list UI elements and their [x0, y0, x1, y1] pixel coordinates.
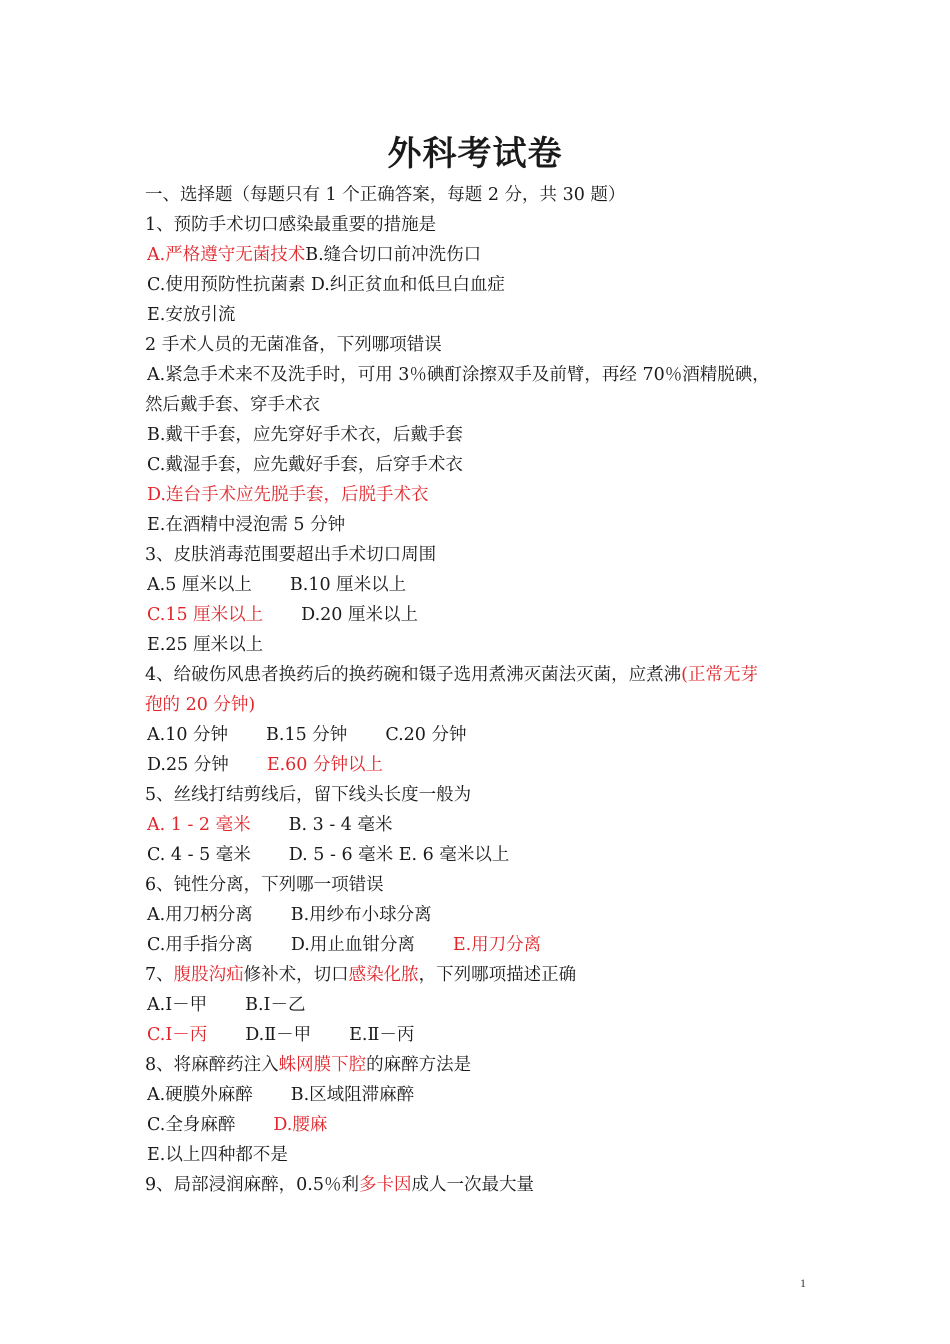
stem-keyword: 多卡因: [358, 1175, 412, 1195]
page-title: 外科考试卷: [387, 134, 563, 174]
question-stem-1: 1、预防手术切口感染最重要的措施是: [145, 215, 437, 235]
option: B.10 厘米以上: [289, 575, 407, 595]
option: B.用纱布小球分离: [290, 905, 432, 925]
question-stem-7: 7、腹股沟疝修补术，切口感染化脓，下列哪项描述正确: [145, 965, 577, 985]
option-line: [145, 240, 815, 270]
option-line: [145, 270, 815, 300]
option-line: [145, 1110, 815, 1140]
option: D.20 厘米以上: [301, 605, 418, 625]
question-stem-2: 2 手术人员的无菌准备，下列哪项错误: [145, 335, 442, 355]
option: D.25 分钟: [147, 755, 229, 775]
stem-note: (正常无芽: [681, 665, 758, 685]
option-correct: C.15 厘米以上: [147, 605, 264, 625]
option: B.缝合切口前冲洗伤口: [305, 245, 482, 265]
option-line: [145, 450, 815, 480]
option: C.全身麻醉: [147, 1115, 236, 1135]
question-stem-8: 8、将麻醉药注入蛛网膜下腔的麻醉方法是: [145, 1055, 472, 1075]
option-line: [145, 750, 815, 780]
option-correct: E.60 分钟以上: [266, 755, 383, 775]
option: B.区域阻滞麻醉: [290, 1085, 415, 1105]
option: A.硬膜外麻醉: [147, 1085, 253, 1105]
option: A.5 厘米以上: [147, 575, 252, 595]
option-line: [145, 300, 815, 330]
option: D. 5 - 6 毫米 E. 6 毫米以上: [288, 845, 510, 865]
option-line: [145, 480, 815, 510]
stem-note-line: [145, 690, 815, 720]
option-line: [145, 840, 815, 870]
option-correct: D.连台手术应先脱手套，后脱手术衣: [147, 485, 429, 505]
question-stem-4: 4、给破伤风患者换药后的换药碗和镊子选用煮沸灭菌法灭菌，应煮沸(正常无芽: [145, 665, 758, 685]
option: A.紧急手术来不及洗手时，可用 3％碘酊涂擦双手及前臂，再经 70％酒精脱碘，: [147, 365, 770, 385]
option: D.Ⅱ－甲: [245, 1025, 312, 1045]
option: A.Ⅰ－甲: [147, 995, 208, 1015]
option-line: [145, 900, 815, 930]
option-line: [145, 930, 815, 960]
option-line: [145, 1080, 815, 1110]
option-line: [145, 630, 815, 660]
option: C.使用预防性抗菌素 D.纠正贫血和低旦白血症: [147, 275, 505, 295]
option-line: [145, 1020, 815, 1050]
option: C.用手指分离: [147, 935, 253, 955]
question-stem-3: 3、皮肤消毒范围要超出手术切口周围: [145, 545, 437, 565]
option: E.25 厘米以上: [147, 635, 264, 655]
section-heading: 一、选择题（每题只有 1 个正确答案，每题 2 分，共 30 题）: [145, 185, 626, 205]
option-correct: A.严格遵守无菌技术: [147, 245, 306, 265]
question-stem-6: 6、钝性分离，下列哪一项错误: [145, 875, 384, 895]
option: B.15 分钟: [266, 725, 348, 745]
question-stem-9: 9、局部浸润麻醉，0.5％利多卡因成人一次最大量: [145, 1175, 534, 1195]
option: E.以上四种都不是: [147, 1145, 288, 1165]
stem-keyword: 蛛网膜下腔: [278, 1055, 367, 1075]
option-line: [145, 600, 815, 630]
option: A.用刀柄分离: [147, 905, 253, 925]
option: E.安放引流: [147, 305, 236, 325]
option: E.在酒精中浸泡需 5 分钟: [147, 515, 346, 535]
option-line: [145, 510, 815, 540]
option-line: [145, 1140, 815, 1170]
option: B.戴干手套，应先穿好手术衣，后戴手套: [147, 425, 463, 445]
option: C. 4 - 5 毫米: [147, 845, 251, 865]
option-line: [145, 810, 815, 840]
option-line: [145, 360, 815, 390]
option: D.用止血钳分离: [290, 935, 415, 955]
option-correct: D.腰麻: [273, 1115, 328, 1135]
option: E.Ⅱ－丙: [349, 1025, 415, 1045]
question-list: [145, 180, 815, 1200]
option: B. 3 - 4 毫米: [288, 815, 393, 835]
option: C.20 分钟: [385, 725, 467, 745]
option-line: [145, 570, 815, 600]
question-stem-5: 5、丝线打结剪线后，留下线头长度一般为: [145, 785, 472, 805]
option: 然后戴手套、穿手术衣: [145, 395, 320, 415]
page-number: 1: [800, 1276, 806, 1290]
option-correct: E.用刀分离: [452, 935, 542, 955]
option-correct: A. 1 - 2 毫米: [147, 815, 251, 835]
option-correct: C.Ⅰ－丙: [147, 1025, 208, 1045]
stem-keyword: 感染化脓: [348, 965, 419, 985]
stem-keyword: 腹股沟疝: [173, 965, 244, 985]
option-line: [145, 420, 815, 450]
option: C.戴湿手套，应先戴好手套，后穿手术衣: [147, 455, 463, 475]
option-line: [145, 720, 815, 750]
option-line: [145, 390, 815, 420]
option: B.Ⅰ－乙: [245, 995, 306, 1015]
option-line: [145, 990, 815, 1020]
stem-note: 孢的 20 分钟): [145, 695, 256, 715]
option: A.10 分钟: [147, 725, 229, 745]
